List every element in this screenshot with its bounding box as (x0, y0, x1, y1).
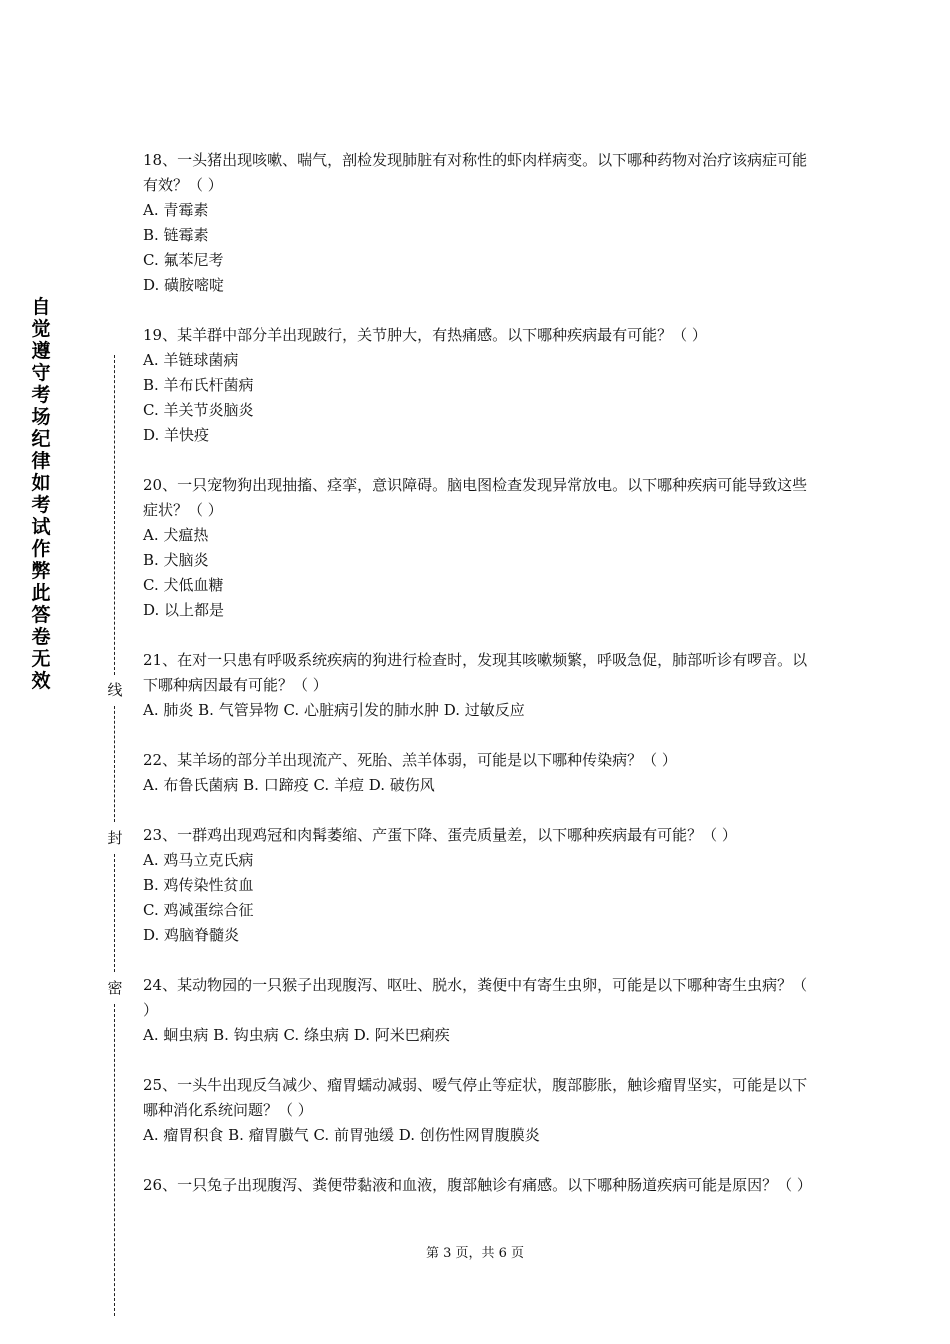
binding-dashed-line-bottom (114, 1004, 115, 1316)
option-line: A. 瘤胃积食 B. 瘤胃臌气 C. 前胃弛缓 D. 创伤性网胃腹膜炎 (143, 1126, 540, 1144)
question-stem: 20、一只宠物狗出现抽搐、痉挛，意识障碍。脑电图检查发现异常放电。以下哪种疾病可能导致这些症状？（ ） (143, 476, 808, 519)
question-20 (143, 473, 813, 623)
question-24 (143, 973, 813, 1048)
option-a: A. 鸡马立克氏病 (143, 851, 254, 869)
option-b: B. 羊布氏杆菌病 (143, 376, 254, 394)
option-c: C. 氟苯尼考 (143, 251, 224, 269)
option-d: D. 羊快疫 (143, 426, 210, 444)
option-b: B. 链霉素 (143, 226, 209, 244)
option-d: D. 磺胺嘧啶 (143, 276, 225, 294)
option-d: D. 鸡脑脊髓炎 (143, 926, 240, 944)
option-c: C. 鸡减蛋综合征 (143, 901, 254, 919)
exam-discipline-notice: 自觉遵守考场纪律如考试作弊此答卷无效 (31, 296, 51, 692)
option-a: A. 青霉素 (143, 201, 209, 219)
question-stem: 22、某羊场的部分羊出现流产、死胎、羔羊体弱，可能是以下哪种传染病？（ ） (143, 751, 677, 769)
binding-seal-line-char: 线 (104, 680, 126, 700)
option-b: B. 犬脑炎 (143, 551, 209, 569)
binding-dashed-line-mid-upper (114, 706, 115, 822)
option-a: A. 羊链球菌病 (143, 351, 239, 369)
question-list (143, 148, 813, 1223)
question-stem: 19、某羊群中部分羊出现跛行，关节肿大，有热痛感。以下哪种疾病最有可能？（ ） (143, 326, 707, 344)
page-number: 第 3 页，共 6 页 (425, 1246, 525, 1261)
option-line: A. 肺炎 B. 气管异物 C. 心脏病引发的肺水肿 D. 过敏反应 (143, 701, 525, 719)
option-line: A. 蛔虫病 B. 钩虫病 C. 绦虫病 D. 阿米巴痢疾 (143, 1026, 450, 1044)
question-23 (143, 823, 813, 948)
question-18 (143, 148, 813, 298)
question-stem: 21、在对一只患有呼吸系统疾病的狗进行检查时，发现其咳嗽频繁，呼吸急促，肺部听诊有啰音。以下哪种病因最有可能？（ ） (143, 651, 808, 694)
option-c: C. 犬低血糖 (143, 576, 224, 594)
question-19 (143, 323, 813, 448)
question-26 (143, 1173, 813, 1198)
question-21 (143, 648, 813, 723)
question-stem: 24、某动物园的一只猴子出现腹泻、呕吐、脱水，粪便中有寄生虫卵，可能是以下哪种寄生虫病？（ ） (143, 976, 808, 1019)
option-d: D. 以上都是 (143, 601, 225, 619)
option-a: A. 犬瘟热 (143, 526, 209, 544)
option-line: A. 布鲁氏菌病 B. 口蹄疫 C. 羊痘 D. 破伤风 (143, 776, 435, 794)
binding-seal-seal-char: 封 (104, 828, 126, 848)
question-stem: 18、一头猪出现咳嗽、喘气，剖检发现肺脏有对称性的虾肉样病变。以下哪种药物对治疗该病症可能有效？（ ） (143, 151, 808, 194)
question-22 (143, 748, 813, 798)
binding-dashed-line-mid-lower (114, 854, 115, 972)
question-25 (143, 1073, 813, 1148)
question-stem: 26、一只兔子出现腹泻、粪便带黏液和血液，腹部触诊有痛感。以下哪种肠道疾病可能是原因？（ ） (143, 1176, 812, 1194)
binding-dashed-line-top (114, 355, 115, 675)
question-stem: 23、一群鸡出现鸡冠和肉髯萎缩、产蛋下降、蛋壳质量差，以下哪种疾病最有可能？（ ） (143, 826, 737, 844)
option-c: C. 羊关节炎脑炎 (143, 401, 254, 419)
option-b: B. 鸡传染性贫血 (143, 876, 254, 894)
question-stem: 25、一头牛出现反刍减少、瘤胃蠕动减弱、嗳气停止等症状，腹部膨胀，触诊瘤胃坚实，可能是以下哪种消化系统问题？（ ） (143, 1076, 808, 1119)
binding-seal-secret-char: 密 (104, 978, 126, 998)
